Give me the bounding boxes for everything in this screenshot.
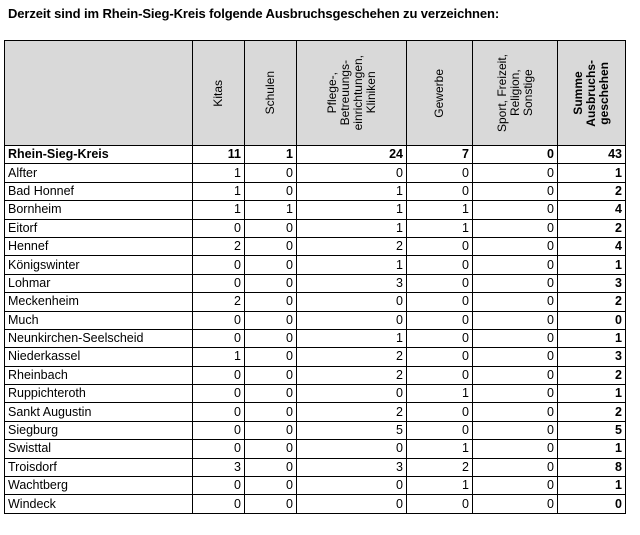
cell-value: 2 [297, 366, 407, 384]
cell-value: 0 [407, 311, 473, 329]
cell-value: 2 [297, 348, 407, 366]
cell-value: 0 [407, 256, 473, 274]
cell-value: 0 [245, 164, 297, 182]
cell-sum: 2 [558, 403, 626, 421]
table-row [5, 182, 626, 200]
cell-value: 0 [245, 293, 297, 311]
table-row [5, 366, 626, 384]
cell-value: 0 [473, 219, 558, 237]
cell-value: 0 [245, 458, 297, 476]
cell-value: 0 [473, 477, 558, 495]
cell-value: 0 [297, 385, 407, 403]
cell-sum: 0 [558, 495, 626, 513]
cell-value: 24 [297, 146, 407, 164]
cell-value: 0 [407, 182, 473, 200]
column-header: Kitas [193, 41, 245, 146]
row-name: Troisdorf [5, 458, 193, 476]
cell-sum: 8 [558, 458, 626, 476]
outbreak-table [4, 40, 626, 514]
row-name: Sankt Augustin [5, 403, 193, 421]
row-name: Meckenheim [5, 293, 193, 311]
table-row [5, 256, 626, 274]
cell-sum: 1 [558, 329, 626, 347]
table-row [5, 311, 626, 329]
column-header: Pflege-, Betreuungs- einrichtungen, Kliniken [297, 41, 407, 146]
cell-value: 0 [473, 237, 558, 255]
cell-sum: 2 [558, 366, 626, 384]
cell-value: 1 [407, 477, 473, 495]
cell-value: 0 [193, 274, 245, 292]
cell-value: 0 [473, 385, 558, 403]
row-name: Niederkassel [5, 348, 193, 366]
cell-value: 0 [407, 329, 473, 347]
cell-value: 1 [297, 182, 407, 200]
cell-value: 0 [193, 366, 245, 384]
cell-value: 0 [407, 164, 473, 182]
cell-value: 0 [473, 311, 558, 329]
cell-value: 0 [297, 293, 407, 311]
row-name: Lohmar [5, 274, 193, 292]
cell-value: 2 [297, 403, 407, 421]
cell-value: 0 [473, 458, 558, 476]
column-header: Summe Ausbruchs- geschehen [558, 41, 626, 146]
cell-value: 0 [245, 256, 297, 274]
table-row [5, 201, 626, 219]
cell-value: 0 [193, 495, 245, 513]
cell-sum: 2 [558, 219, 626, 237]
cell-value: 1 [407, 201, 473, 219]
cell-value: 0 [473, 329, 558, 347]
cell-value: 0 [473, 146, 558, 164]
column-header: Schulen [245, 41, 297, 146]
cell-value: 0 [407, 274, 473, 292]
cell-value: 0 [407, 348, 473, 366]
cell-sum: 4 [558, 237, 626, 255]
cell-value: 0 [245, 329, 297, 347]
table-row [5, 329, 626, 347]
cell-value: 1 [245, 146, 297, 164]
header-row [5, 41, 626, 146]
cell-sum: 5 [558, 421, 626, 439]
cell-value: 1 [193, 164, 245, 182]
cell-value: 3 [193, 458, 245, 476]
cell-sum: 3 [558, 274, 626, 292]
cell-value: 1 [193, 348, 245, 366]
cell-sum: 1 [558, 164, 626, 182]
row-name: Swisttal [5, 440, 193, 458]
cell-value: 5 [297, 421, 407, 439]
row-name: Ruppichteroth [5, 385, 193, 403]
cell-value: 0 [473, 421, 558, 439]
column-header: Gewerbe [407, 41, 473, 146]
total-row [5, 146, 626, 164]
cell-value: 0 [407, 293, 473, 311]
row-name: Siegburg [5, 421, 193, 439]
cell-sum: 2 [558, 182, 626, 200]
cell-value: 0 [407, 421, 473, 439]
table-row [5, 219, 626, 237]
cell-value: 1 [297, 201, 407, 219]
cell-value: 0 [245, 440, 297, 458]
row-name: Hennef [5, 237, 193, 255]
cell-value: 2 [193, 293, 245, 311]
cell-value: 1 [407, 440, 473, 458]
cell-value: 0 [193, 219, 245, 237]
cell-sum: 1 [558, 256, 626, 274]
cell-value: 2 [193, 237, 245, 255]
cell-value: 0 [297, 495, 407, 513]
cell-value: 0 [193, 311, 245, 329]
cell-sum: 3 [558, 348, 626, 366]
cell-value: 0 [473, 201, 558, 219]
cell-value: 0 [245, 477, 297, 495]
cell-sum: 2 [558, 293, 626, 311]
row-name: Königswinter [5, 256, 193, 274]
cell-value: 0 [193, 385, 245, 403]
cell-value: 0 [245, 366, 297, 384]
cell-value: 0 [245, 495, 297, 513]
cell-value: 0 [407, 366, 473, 384]
cell-value: 0 [245, 182, 297, 200]
cell-value: 1 [245, 201, 297, 219]
cell-sum: 0 [558, 311, 626, 329]
table-row [5, 385, 626, 403]
cell-value: 1 [407, 219, 473, 237]
cell-value: 3 [297, 274, 407, 292]
cell-value: 0 [473, 495, 558, 513]
cell-value: 0 [245, 385, 297, 403]
row-name: Eitorf [5, 219, 193, 237]
row-name: Rhein-Sieg-Kreis [5, 146, 193, 164]
table-row [5, 403, 626, 421]
cell-value: 0 [473, 256, 558, 274]
table-row [5, 274, 626, 292]
row-name: Bornheim [5, 201, 193, 219]
cell-value: 0 [245, 219, 297, 237]
table-row [5, 237, 626, 255]
cell-value: 0 [193, 329, 245, 347]
cell-value: 0 [297, 440, 407, 458]
cell-value: 0 [245, 237, 297, 255]
table-row [5, 477, 626, 495]
cell-value: 0 [245, 403, 297, 421]
cell-value: 0 [407, 403, 473, 421]
cell-value: 0 [473, 440, 558, 458]
cell-value: 0 [245, 311, 297, 329]
cell-value: 0 [245, 421, 297, 439]
cell-value: 0 [193, 477, 245, 495]
cell-sum: 43 [558, 146, 626, 164]
table-row [5, 421, 626, 439]
table-row [5, 293, 626, 311]
cell-value: 0 [473, 348, 558, 366]
header-corner [5, 41, 193, 146]
cell-value: 0 [473, 366, 558, 384]
cell-value: 11 [193, 146, 245, 164]
cell-value: 0 [245, 274, 297, 292]
cell-value: 1 [297, 329, 407, 347]
cell-value: 0 [473, 293, 558, 311]
cell-value: 7 [407, 146, 473, 164]
cell-value: 2 [297, 237, 407, 255]
cell-value: 0 [473, 164, 558, 182]
cell-value: 0 [193, 256, 245, 274]
table-row [5, 348, 626, 366]
cell-value: 0 [407, 495, 473, 513]
row-name: Rheinbach [5, 366, 193, 384]
cell-value: 0 [297, 477, 407, 495]
cell-value: 0 [193, 403, 245, 421]
cell-value: 0 [473, 274, 558, 292]
cell-sum: 1 [558, 440, 626, 458]
row-name: Wachtberg [5, 477, 193, 495]
row-name: Much [5, 311, 193, 329]
cell-sum: 4 [558, 201, 626, 219]
row-name: Alfter [5, 164, 193, 182]
cell-value: 0 [297, 311, 407, 329]
page-title: Derzeit sind im Rhein-Sieg-Kreis folgende Ausbruchsgeschehen zu verzeichnen: [8, 6, 500, 21]
cell-value: 1 [193, 182, 245, 200]
cell-value: 1 [407, 385, 473, 403]
cell-value: 0 [407, 237, 473, 255]
table-row [5, 440, 626, 458]
table-row [5, 164, 626, 182]
row-name: Bad Honnef [5, 182, 193, 200]
table-row [5, 495, 626, 513]
column-header: Sport, Freizeit, Religion, Sonstige [473, 41, 558, 146]
cell-value: 1 [297, 256, 407, 274]
row-name: Neunkirchen-Seelscheid [5, 329, 193, 347]
cell-value: 1 [297, 219, 407, 237]
cell-value: 0 [473, 182, 558, 200]
row-name: Windeck [5, 495, 193, 513]
cell-value: 1 [193, 201, 245, 219]
cell-value: 2 [407, 458, 473, 476]
cell-value: 0 [193, 440, 245, 458]
cell-value: 0 [245, 348, 297, 366]
table-row [5, 458, 626, 476]
cell-value: 3 [297, 458, 407, 476]
cell-value: 0 [297, 164, 407, 182]
cell-value: 0 [473, 403, 558, 421]
cell-sum: 1 [558, 477, 626, 495]
cell-value: 0 [193, 421, 245, 439]
cell-sum: 1 [558, 385, 626, 403]
